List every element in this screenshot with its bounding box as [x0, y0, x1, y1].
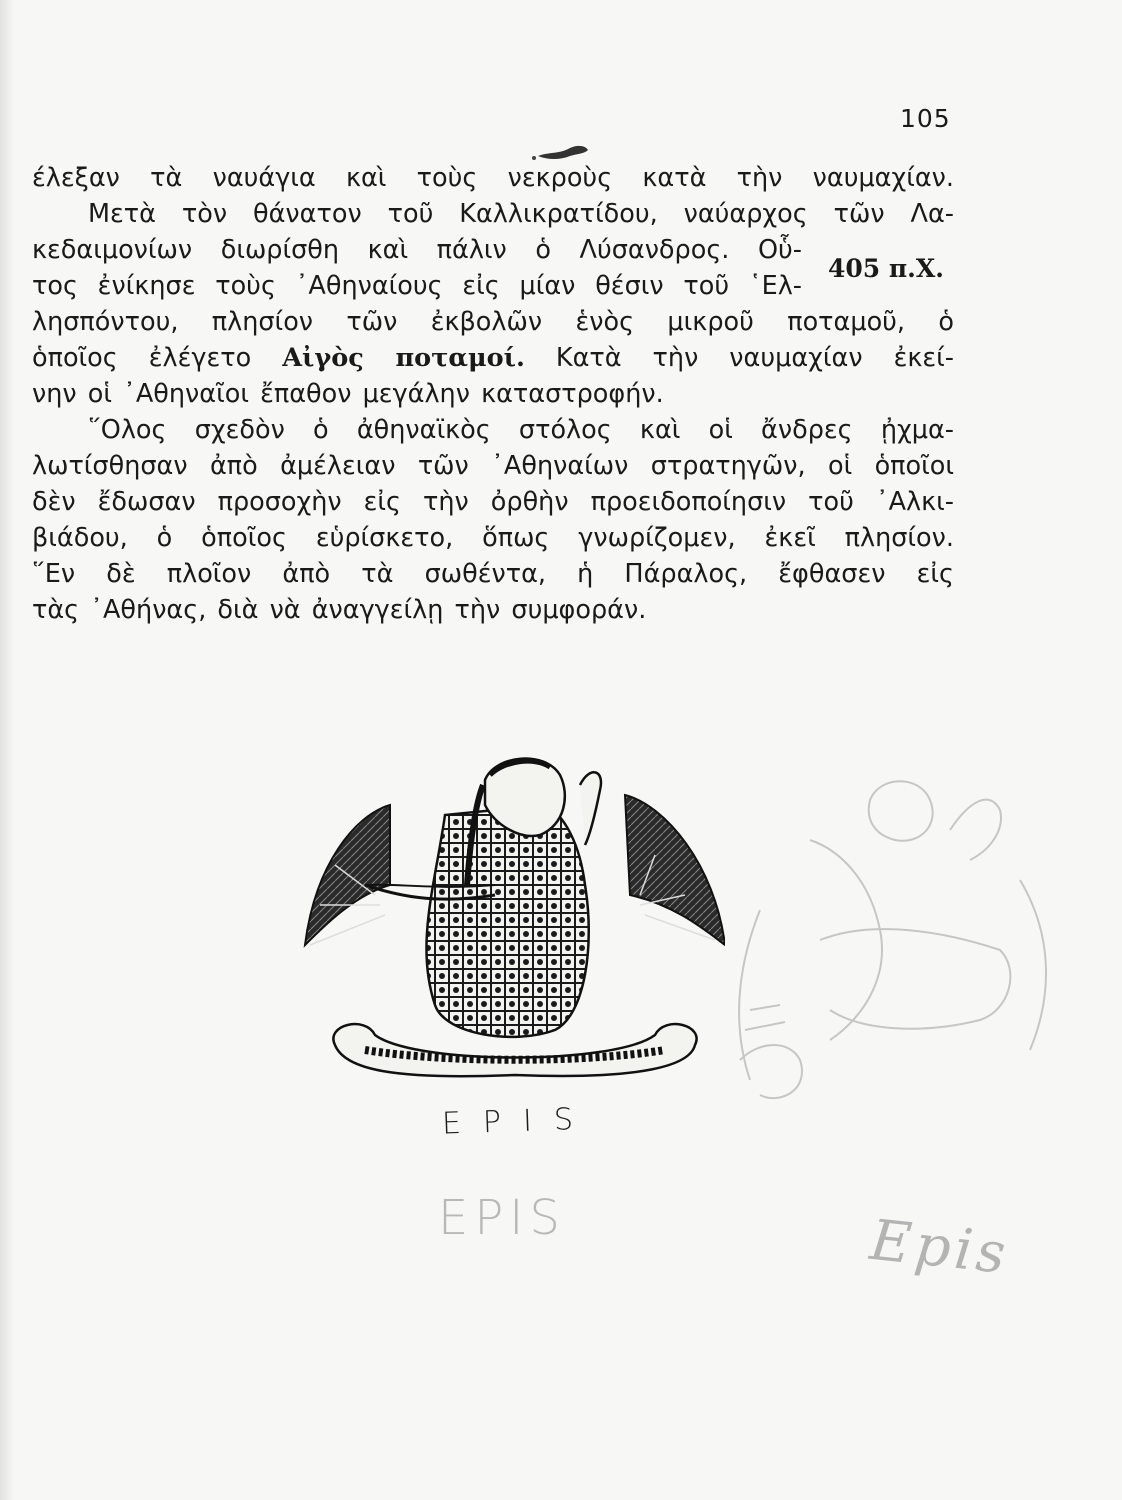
- page-number: 105: [900, 104, 951, 133]
- pencil-caption: EPIS: [438, 1190, 566, 1246]
- text-fragment: Κατὰ τὴν ναυμαχίαν ἐκεί-: [524, 343, 954, 373]
- page-edge: [0, 0, 14, 1500]
- text-line: ῞Εν δὲ πλοῖον ἀπὸ τὰ σωθέντα, ἡ Πάραλος, ἔφθασεν εἰς: [32, 559, 954, 589]
- text-line: έλεξαν τὰ ναυάγια καὶ τοὺς νεκροὺς κατὰ τὴν ναυμαχίαν.: [32, 163, 954, 193]
- text-line: [32, 340, 954, 376]
- text-line: ῞Ολος σχεδὸν ὁ ἀθηναϊκὸς στόλος καὶ οἱ ἄνδρες ᾐχμα-: [88, 415, 954, 445]
- eris-illustration: [295, 745, 725, 1095]
- figure-caption: EPIS: [441, 1101, 596, 1142]
- pencil-signature: Epis: [866, 1207, 1013, 1288]
- river-name: Αἰγὸς ποταμοί.: [282, 343, 525, 373]
- text-line: τὰς ᾿Αθήνας, διὰ νὰ ἀναγγείλῃ τὴν συμφοράν.: [32, 595, 647, 625]
- margin-date: 405 π.Χ.: [828, 254, 944, 283]
- text-line: βιάδου, ὁ ὁποῖος εὑρίσκετο, ὅπως γνωρίζομεν, ἐκεῖ πλησίον.: [32, 523, 954, 553]
- text-line: δὲν ἔδωσαν προσοχὴν εἰς τὴν ὀρθὴν προειδοποίησιν τοῦ ᾿Αλκι-: [32, 487, 954, 517]
- body-text: [32, 160, 954, 628]
- text-line: λωτίσθησαν ἀπὸ ἀμέλειαν τῶν ᾿Αθηναίων στρατηγῶν, οἱ ὁποῖοι: [32, 451, 954, 481]
- pencil-sketch: [720, 760, 1060, 1120]
- text-line: τος ἐνίκησε τοὺς ᾿Αθηναίους εἰς μίαν θέσιν τοῦ ῾Ελ-: [32, 271, 802, 301]
- text-line: νην οἱ ᾿Αθηναῖοι ἔπαθον μεγάλην καταστροφήν.: [32, 379, 664, 409]
- text-fragment: ὁποῖος ἐλέγετο: [32, 343, 283, 373]
- text-line: λησπόντου, πλησίον τῶν ἐκβολῶν ἑνὸς μικροῦ ποταμοῦ, ὁ: [32, 307, 954, 337]
- text-line: Μετὰ τὸν θάνατον τοῦ Καλλικρατίδου, ναύαρχος τῶν Λα-: [88, 199, 954, 229]
- text-line: κεδαιμονίων διωρίσθη καὶ πάλιν ὁ Λύσανδρος. Οὗ-: [32, 235, 802, 265]
